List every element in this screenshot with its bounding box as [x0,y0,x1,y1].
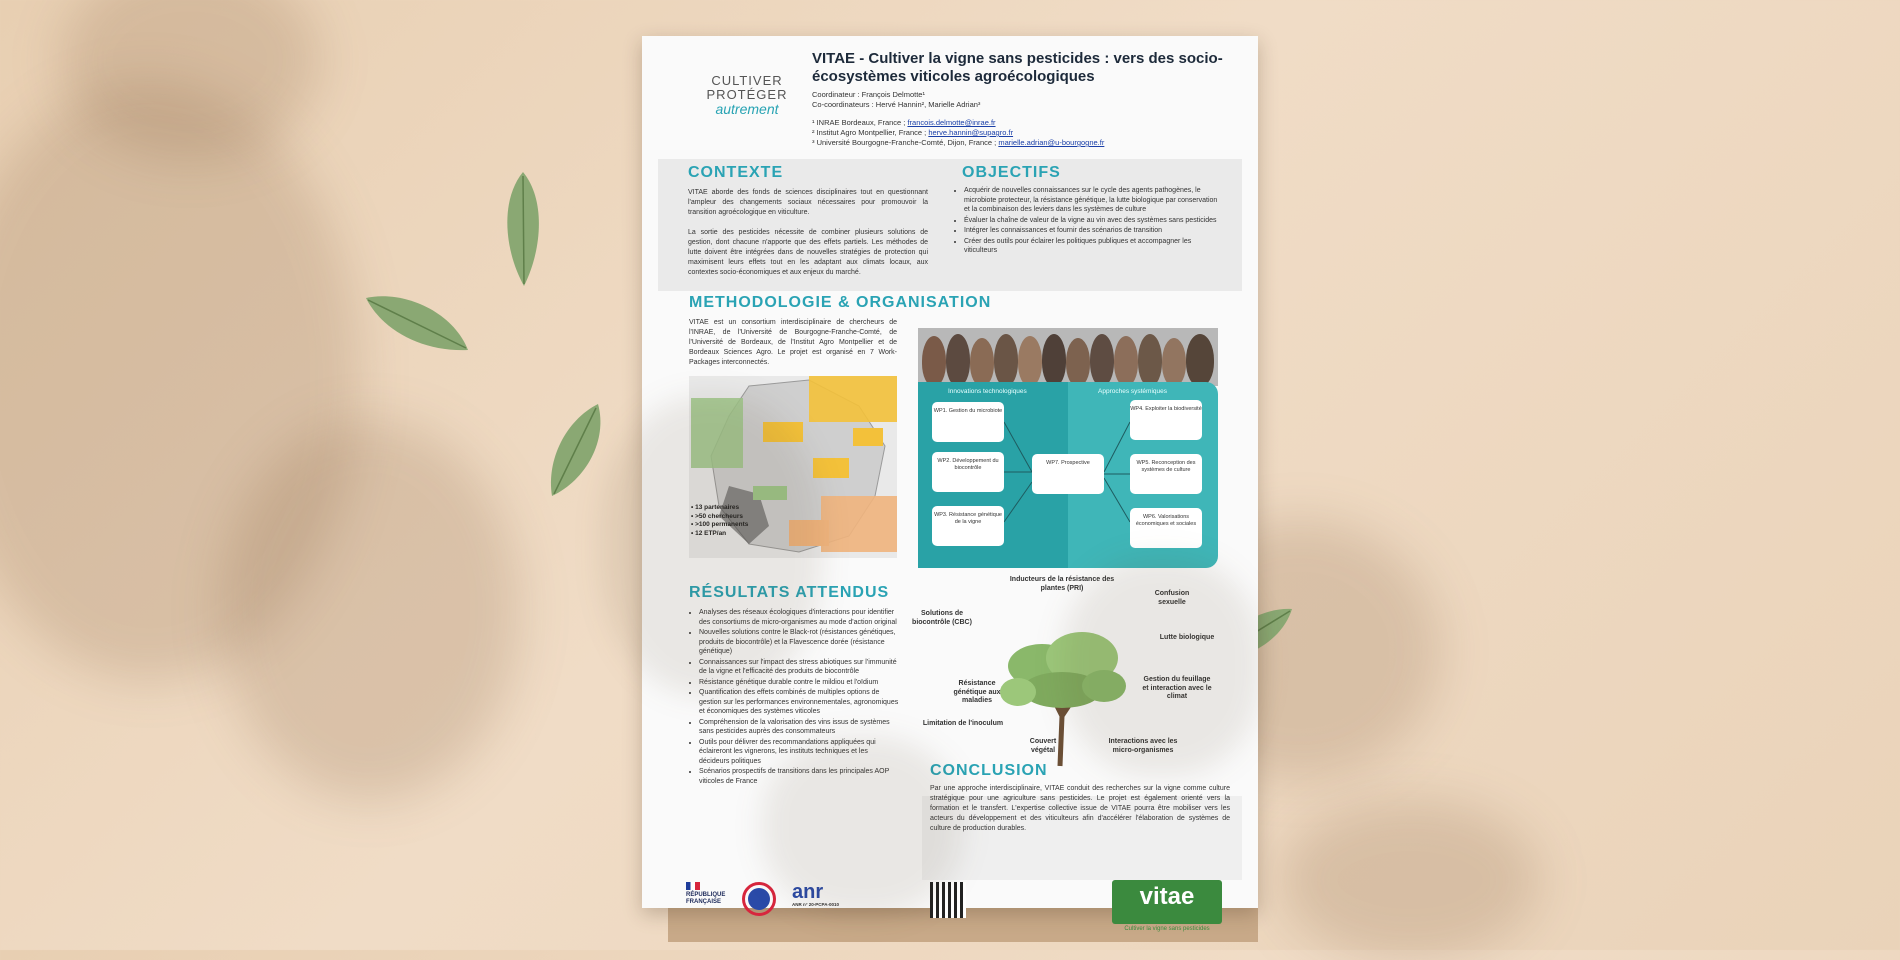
column-label: Approches systémiques [1098,388,1168,395]
anr-logo [792,882,839,908]
flag-icon [686,882,700,890]
email-link[interactable]: herve.hannin@supagro.fr [928,128,1014,137]
leaf-decoration [546,400,606,500]
wp-box: WP7. Prospective [1032,454,1104,494]
list-item: • Créer des outils pour éclairer les politiques publiques et accompagner les viticulteurs [964,237,1224,256]
email-link[interactable]: marielle.adrian@u-bourgogne.fr [998,138,1105,147]
list-item: • Acquérir de nouvelles connaissances sur le cycle des agents pathogènes, le microbiote protecteur, la résistance génétique, la lutte biologique par conservation et la combinaison des leviers dans les systèmes de culture [964,186,1224,215]
anr-text: anr [792,881,824,903]
anr-reference: ANR n° 20-PCPA-0010 [792,902,839,907]
team-member [1042,334,1066,386]
vitae-logo [1112,880,1222,924]
leaf-decoration [498,170,548,290]
stat-item: • >100 permanents [691,521,749,528]
methodologie-heading: METHODOLOGIE & ORGANISATION [689,294,992,311]
vine-label-confusion: Confusion sexuelle [1154,590,1190,606]
list-item: • Nouvelles solutions contre le Black-rot (résistances génétiques, produits de biocontrôle) et la Flavescence dorée (résistance génétique) [699,628,899,657]
team-member [1018,336,1042,386]
wp-box: WP6. Valorisations économiques et sociales [1130,508,1202,548]
affiliation-label: ³ Université Bourgogne-Franche-Comté, Dijon, France ; [812,138,997,147]
brand-tagline: autrement [715,101,779,117]
stat-item: • 12 ETP/an [691,529,727,537]
wp-box: WP1. Gestion du microbiote [932,402,1004,442]
list-item: • Scénarios prospectifs de transitions dans les principales AOP viticoles de France [699,767,899,786]
wp-box: WP3. Résistance génétique de la vigne [932,506,1004,546]
brand-line: PROTÉGER [706,87,788,102]
email-link[interactable]: francois.delmotte@inrae.fr [907,118,996,127]
team-member [1066,338,1090,386]
list-item: • Quantification des effets combinés de multiples options de gestion sur les performances environnementales, agronomiques et économiques des systèmes viticoles [699,688,899,717]
co-coordinators: Co-coordinateurs : Hervé Hannin², Marielle Adrian³ [812,100,981,109]
leaf-decoration [362,290,472,360]
vine-label-cbc: Solutions de biocontrôle (CBC) [912,610,972,626]
work-packages-diagram [918,382,1218,568]
republique-francaise-logo [686,882,730,906]
objectifs-list [954,186,1224,257]
vine-label-pri: Inducteurs de la résistance des plantes (PRI) [1009,576,1115,592]
map-stats [691,504,748,538]
vitae-tagline: Cultiver la vigne sans pesticides [1124,926,1210,932]
column-label: Innovations technologiques [948,388,1027,395]
vine-label-resistance: Résistance génétique aux maladies [953,680,1001,704]
brand-line: CULTIVER [711,73,783,88]
vitae-wordmark: vitae [1139,883,1195,910]
coordinator: Coordinateur : François Delmotte¹ [812,90,925,99]
list-item: • Évaluer la chaîne de valeur de la vigne au vin avec des systèmes sans pesticides [964,216,1224,226]
wp-box: WP2. Développement du biocontrôle [932,452,1004,492]
contexte-heading: CONTEXTE [688,164,784,181]
resultats-list [689,608,899,787]
team-member [970,338,994,386]
vine-label-inoculum: Limitation de l'inoculum [922,720,1004,727]
affiliation-3 [812,138,1232,148]
team-photo [918,328,1218,386]
contexte-p2: La sortie des pesticides nécessite de combiner plusieurs solutions de gestion, dont chacune n'apporte que des effets partiels. Les méthodes de lutte doivent être intégrées dans de nouvelles stratégies de protection qui maximisent leurs effets tout en les adaptant aux climats locaux, aux contextes socio-économiques et aux enjeux du marché. [688,229,928,276]
france-map [689,376,897,558]
team-member [1162,338,1186,386]
stat-item: • >50 chercheurs [691,512,743,520]
brand-logo [702,74,792,116]
vine-label-feuillage: Gestion du feuillage et interaction avec le climat [1142,676,1212,700]
team-member [946,334,970,386]
team-member [1186,334,1214,386]
team-member [1090,334,1114,386]
team-member [1138,334,1162,386]
wp-box: WP5. Reconception des systèmes de culture [1130,454,1202,494]
conclusion-text: Par une approche interdisciplinaire, VITAE conduit des recherches sur la vigne comme culture stratégique pour une agriculture sans pesticides. Le projet est également orienté vers la formation et le transfert. L'expertise collective issue de VITAE pourra être mobiliser vers les acteurs du développement et des viticulteurs afin d'accélérer l'élaboration de systèmes de culture de production durables. [930,785,1230,832]
partner-seal-icon [742,882,776,916]
poster-title: VITAE - Cultiver la vigne sans pesticides : vers des socio-écosystèmes viticoles agroécologiques [812,50,1223,85]
rf-line: RÉPUBLIQUE [686,892,726,898]
contexte-p1: VITAE aborde des fonds de sciences disciplinaires tout en questionnant l'ampleur des changements sociaux nécessaires pour promouvoir la transition agroécologique en viticulture. [688,189,928,216]
poster [642,36,1258,932]
stat-item: • 13 partenaires [691,504,740,511]
affiliation-label: ¹ INRAE Bordeaux, France ; [812,118,906,127]
foliage-shadow [220,420,520,800]
vine-label-couvert: Couvert végétal [1029,738,1057,754]
team-member [1114,336,1138,386]
rf-line: FRANÇAISE [686,899,722,905]
list-item: • Intégrer les connaissances et fournir des scénarios de transition [964,226,1224,236]
team-member [922,336,946,386]
list-item: • Résistance génétique durable contre le mildiou et l'oïdium [699,678,899,688]
affiliation-1 [812,118,1232,128]
affiliation-2 [812,128,1232,138]
conclusion-heading: CONCLUSION [930,762,1048,779]
methodologie-text: VITAE est un consortium interdisciplinaire de chercheurs de l'INRAE, de l'Université de Bourgogne-Franche-Comté, de l'Université de Bordeaux, de l'Institut Agro Montpellier et de Bordeaux Sciences Agro. Le projet est organisé en 7 Work-Packages interconnectés. [689,319,897,366]
list-item: • Compréhension de la valorisation des vins issus de systèmes sans pesticides auprès des consommateurs [699,718,899,737]
list-item: • Outils pour délivrer des recommandations appliquées qui éclaireront les vignerons, les instituts techniques et les décideurs politiques [699,738,899,767]
vine-label-micro: Interactions avec les micro-organismes [1108,738,1178,754]
objectifs-heading: OBJECTIFS [962,164,1061,181]
resultats-heading: RÉSULTATS ATTENDUS [689,584,890,601]
coordinators [812,90,1232,110]
list-item: • Analyses des réseaux écologiques d'interactions pour identifier des consortiums de micro-organismes au mode d'action original [699,608,899,627]
qr-code-icon[interactable] [930,882,966,918]
foliage-shadow [1280,800,1540,960]
team-member [994,334,1018,386]
affiliation-label: ² Institut Agro Montpellier, France ; [812,128,927,137]
wp-box: WP4. Exploiter la biodiversité [1130,400,1202,440]
affiliations [812,118,1232,148]
list-item: • Connaissances sur l'impact des stress abiotiques sur l'immunité de la vigne et l'efficacité des produits de biocontrôle [699,658,899,677]
vine-label-lutte: Lutte biologique [1159,634,1215,641]
